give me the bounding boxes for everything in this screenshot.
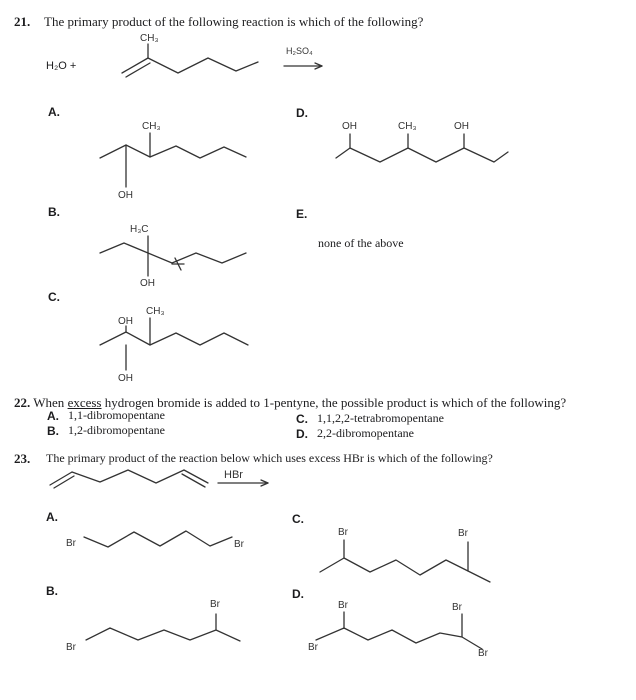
q22-option-a-label[interactable]: A. xyxy=(47,409,59,423)
q21-option-c-oh-top: OH xyxy=(118,316,133,327)
q23-reactant-structure xyxy=(50,470,208,488)
q21-option-e-label[interactable]: E. xyxy=(296,207,308,221)
q21-question-text: The primary product of the following reaction is which of the following? xyxy=(44,14,424,29)
q23-option-d-br-top-right: Br xyxy=(452,602,462,613)
q21-option-a-ch3: CH₃ xyxy=(142,121,161,132)
q23-option-b-label[interactable]: B. xyxy=(46,584,58,598)
q21-option-d-label[interactable]: D. xyxy=(296,106,308,120)
q21-reactant-structure xyxy=(122,44,258,77)
q21-number: 21. xyxy=(14,14,31,29)
q23-option-d-label[interactable]: D. xyxy=(292,587,304,601)
q23-question-text: The primary product of the reaction below which uses excess HBr is which of the following? xyxy=(46,451,493,465)
q23-option-c-structure xyxy=(320,540,490,582)
q23-option-d-br-right: Br xyxy=(478,648,488,659)
q22-option-d-text: 2,2-dibromopentane xyxy=(317,426,414,440)
q23-option-b-br-top: Br xyxy=(210,599,220,610)
q23-reagent-label: HBr xyxy=(224,469,243,481)
q23-option-d-br-left: Br xyxy=(308,642,318,653)
q23-option-a-br-left: Br xyxy=(66,538,76,549)
q22-option-b-text: 1,2-dibromopentane xyxy=(68,423,165,437)
q23-option-a-br-right: Br xyxy=(234,539,244,550)
q22-option-d-label[interactable]: D. xyxy=(296,427,308,441)
q21-option-d-oh-left: OH xyxy=(342,121,357,132)
q23-option-c-label[interactable]: C. xyxy=(292,512,304,526)
q21-reaction-arrow xyxy=(284,63,322,69)
q23-option-d-structure xyxy=(316,612,482,649)
q21-option-b-label[interactable]: B. xyxy=(48,205,60,219)
q23-option-b-br-left: Br xyxy=(66,642,76,653)
q23-option-c-br-right: Br xyxy=(458,528,468,539)
q21-option-d-oh-right: OH xyxy=(454,121,469,132)
q22-option-a-text: 1,1-dibromopentane xyxy=(68,408,165,422)
q23-number: 23. xyxy=(14,451,31,466)
q22-option-c-label[interactable]: C. xyxy=(296,412,308,426)
q21-option-a-label[interactable]: A. xyxy=(48,105,60,119)
q21-option-b-structure xyxy=(100,236,246,276)
q21-option-d-structure xyxy=(336,134,508,162)
q22-option-c-text: 1,1,2,2-tetrabromopentane xyxy=(317,411,444,425)
q21-option-a-structure xyxy=(100,133,246,187)
q21-option-c-ch3: CH₃ xyxy=(146,306,165,317)
q21-option-a-oh: OH xyxy=(118,190,133,201)
q21-reactant-methyl-label: CH₃ xyxy=(140,33,159,44)
q22-option-b-label[interactable]: B. xyxy=(47,424,59,438)
q21-reagent-label: H₂SO₄ xyxy=(286,46,313,56)
q23-option-c-br-left: Br xyxy=(338,527,348,538)
q23-option-b-structure xyxy=(86,614,240,641)
q22-question-pre: When xyxy=(33,395,65,410)
q21-option-b-h3c: H₃C xyxy=(130,224,149,235)
q21-option-c-oh-bottom: OH xyxy=(118,373,133,384)
q21-option-b-oh: OH xyxy=(140,278,155,289)
q23-option-d-br-top-left: Br xyxy=(338,600,348,611)
q22-number: 22. xyxy=(14,395,31,410)
q23-option-a-label[interactable]: A. xyxy=(46,510,58,524)
q21-reactant-water: H₂O + xyxy=(46,60,77,72)
q23-option-a-structure xyxy=(84,531,232,547)
q21-option-d-ch3: CH₃ xyxy=(398,121,417,132)
q21-option-c-label[interactable]: C. xyxy=(48,290,60,304)
q22-question-post: hydrogen bromide is added to 1-pentyne, the possible product is which of the following? xyxy=(104,395,567,410)
q21-option-e-text: none of the above xyxy=(318,236,404,250)
q22-question-emphasis: excess xyxy=(67,395,102,410)
